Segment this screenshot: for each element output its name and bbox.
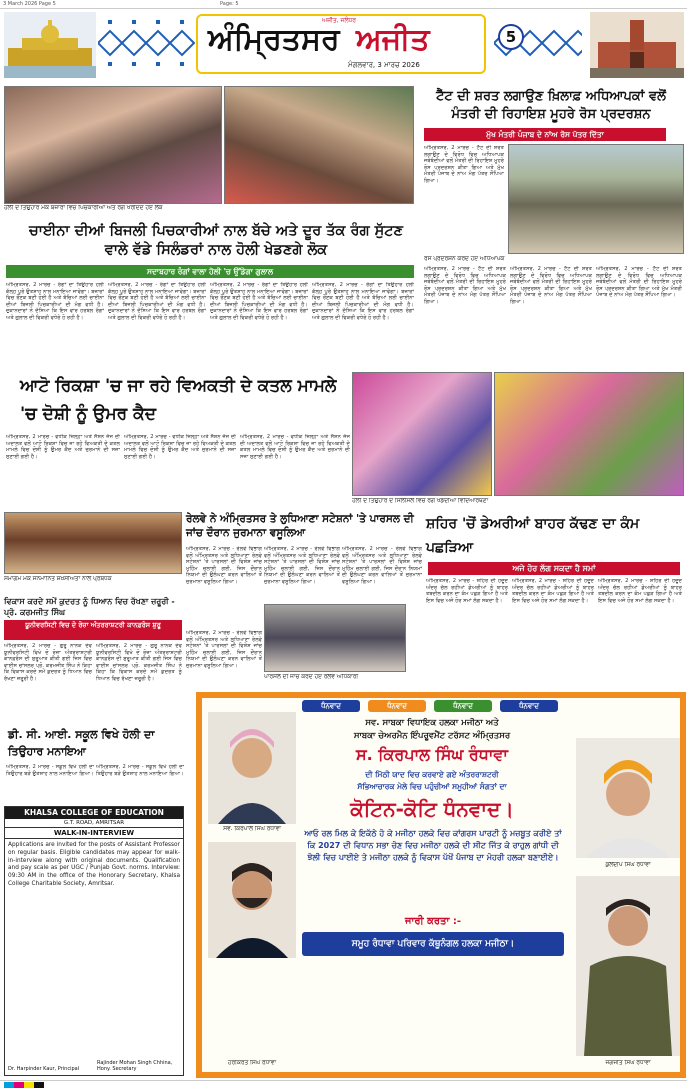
- railway-headline: ਰੇਲਵੇ ਨੇ ਅੰਮ੍ਰਿਤਸਰ ਤੇ ਲੁਧਿਆਣਾ ਸਟੇਸ਼ਨਾਂ 'ਤੇ ਪਾਰਸਲ ਦੀ ਜਾਂਚ ਦੌਰਾਨ ਜੁਰਮਾਨਾ ਵਸੂਲਿਆ: [186, 513, 414, 539]
- classified-title: KHALSA COLLEGE OF EDUCATION: [5, 807, 183, 819]
- murder-headline: ਆਟੋ ਰਿਕਸ਼ਾ 'ਚ ਜਾ ਰਹੇ ਵਿਅਕਤੀ ਦੇ ਕਤਲ ਮਾਮਲੇ 'ਚ ਦੋਸ਼ੀ ਨੂੰ ਉਮਰ ਕੈਦ: [20, 376, 337, 424]
- protest-caption: ਰੋਸ ਪ੍ਰਦਰਸ਼ਨ ਕਰਦੇ ਹੋਏ ਅਧਿਆਪਕ: [424, 256, 505, 262]
- vikas-headline: ਵਿਕਾਸ ਕਰਦੇ ਸਮੇਂ ਕੁਦਰਤ ਨੂੰ ਧਿਆਨ ਵਿਚ ਰੱਖਣਾ ਜ਼ਰੂਰੀ - ਪ੍ਰੋ. ਕਰਮਜੀਤ ਸਿੰਘ: [4, 597, 175, 617]
- classified-subtitle: G.T. ROAD, AMRITSAR: [63, 820, 125, 826]
- portrait-4-photo: [576, 876, 680, 1056]
- protest-body-col3: ਅੰਮ੍ਰਿਤਸਰ, 2 ਮਾਰਚ - ਟੈੱਟ ਦੀ ਸ਼ਰਤ ਲਗਾਉਣ ਦੇ ਵਿਰੋਧ ਵਿਚ ਅਧਿਆਪਕ ਜਥੇਬੰਦੀਆਂ ਵਲੋਂ ਮੰਤਰੀ ਦੀ ਰਿਹਾਇਸ਼ ਮੂਹਰੇ ਰੋਸ ਪ੍ਰਦਰਸ਼ਨ ਕੀਤਾ ਗਿਆ ਅਤੇ ਮੁੱਖ ਮੰਤਰੀ ਪੰਜਾਬ ਦੇ ਨਾਂਅ ਮੰਗ ਪੱਤਰ ਸੌਂਪਿਆ ਗਿਆ।: [596, 266, 682, 299]
- protest-body-col1: ਅੰਮ੍ਰਿਤਸਰ, 2 ਮਾਰਚ - ਟੈੱਟ ਦੀ ਸ਼ਰਤ ਲਗਾਉਣ ਦੇ ਵਿਰੋਧ ਵਿਚ ਅਧਿਆਪਕ ਜਥੇਬੰਦੀਆਂ ਵਲੋਂ ਮੰਤਰੀ ਦੀ ਰਿਹਾਇਸ਼ ਮੂਹਰੇ ਰੋਸ ਪ੍ਰਦਰਸ਼ਨ ਕੀਤਾ ਗਿਆ ਅਤੇ ਮੁੱਖ ਮੰਤਰੀ ਪੰਜਾਬ ਦੇ ਨਾਂਅ ਮੰਗ ਪੱਤਰ ਸੌਂਪਿਆ ਗਿਆ।: [424, 266, 506, 305]
- portrait-3-name: ਕੁਲਦੀਪ ਸਿੰਘ ਰੰਧਾਵਾ: [605, 862, 651, 868]
- ad-line4: ਸੱਭਿਆਚਾਰਕ ਮੇਲੇ ਵਿਚ ਪਹੁੰਚੀਆਂ ਸਮੂਹੀਆਂ ਸੰਗਤਾਂ ਦਾ: [357, 782, 507, 791]
- page-number-badge: [498, 24, 524, 50]
- school-headline: ਡੀ. ਸੀ. ਆਈ. ਸਕੂਲ ਵਿਖੇ ਹੋਲੀ ਦਾ ਤਿਉਹਾਰ ਮਨਾਇਆ: [8, 728, 155, 758]
- holi-body-col2: ਅੰਮ੍ਰਿਤਸਰ, 2 ਮਾਰਚ - ਰੰਗਾਂ ਦਾ ਤਿਉਹਾਰ ਹੋਲੀ ਕੱਲ੍ਹ ਪੂਰੇ ਉਤਸ਼ਾਹ ਨਾਲ ਮਨਾਇਆ ਜਾਵੇਗਾ। ਬਜ਼ਾਰਾਂ ਵਿਚ ਰੌਣਕ ਬਣੀ ਹੋਈ ਹੈ ਅਤੇ ਬੱਚਿਆਂ ਲਈ ਚਾਈਨਾ ਦੀਆਂ ਬਿਜਲੀ ਪਿਚਕਾਰੀਆਂ ਦੀ ਮੰਗ ਵਧੀ ਹੈ। ਦੁਕਾਨਦਾਰਾਂ ਨੇ ਦੱਸਿਆ ਕਿ ਇਸ ਵਾਰ ਹਰਬਲ ਰੰਗਾਂ ਅਤੇ ਗੁਲਾਲ ਦੀ ਵਿਕਰੀ ਵਧੇਰੇ ਹੋ ਰਹੀ ਹੈ।: [108, 282, 206, 321]
- ad-tab-1: ਧੰਨਵਾਦ: [302, 700, 360, 712]
- print-meta-right: Page: 5: [220, 1, 239, 7]
- railway-photo: [264, 604, 406, 672]
- classified-footer-right: Rajinder Mohan Singh Chhina, Hony. Secretary: [97, 1060, 173, 1072]
- protest-subhead-bar: [424, 128, 666, 141]
- murder-body-col2: ਅੰਮ੍ਰਿਤਸਰ, 2 ਮਾਰਚ - ਵਧੀਕ ਜ਼ਿਲ੍ਹਾ ਅਤੇ ਸੈਸ਼ਨ ਜੱਜ ਦੀ ਅਦਾਲਤ ਵਲੋਂ ਆਟੋ ਰਿਕਸ਼ਾ ਵਿਚ ਜਾ ਰਹੇ ਵਿਅਕਤੀ ਦੇ ਕਤਲ ਮਾਮਲੇ ਵਿਚ ਦੋਸ਼ੀ ਨੂੰ ਉਮਰ ਕੈਦ ਅਤੇ ਜੁਰਮਾਨੇ ਦੀ ਸਜ਼ਾ ਸੁਣਾਈ ਗਈ ਹੈ।: [124, 434, 236, 460]
- ad-issuer-bar: [302, 932, 564, 956]
- school-body-col2: ਅੰਮ੍ਰਿਤਸਰ, 2 ਮਾਰਚ - ਸਕੂਲ ਵਿਖੇ ਹੋਲੀ ਦਾ ਤਿਉਹਾਰ ਬੜੇ ਉਤਸ਼ਾਹ ਨਾਲ ਮਨਾਇਆ ਗਿਆ।: [96, 764, 184, 777]
- dairy-subhead-bar: [428, 562, 680, 575]
- holi-students-caption: ਹੋਲੀ ਦੇ ਤਿਉਹਾਰ ਦੇ ਸਿਲਸਿਲੇ ਵਿਚ ਰੰਗ ਖੇਡਦੀਆਂ ਵਿਦਿਆਰਥਣਾਂ: [352, 498, 489, 504]
- ad-tab-4: ਧੰਨਵਾਦ: [500, 700, 558, 712]
- conference-caption: ਸਮਾਗਮ ਮੌਕੇ ਸਨਮਾਨਿਤ ਸ਼ਖ਼ਸੀਅਤਾਂ ਨਾਲ ਪ੍ਰਬੰਧਕ: [4, 576, 112, 582]
- cmyk-swatches: [4, 1082, 44, 1088]
- ad-message: ਆਓ ਰਲ ਮਿਲ ਕੇ ਇਕੱਠੇ ਹੋ ਕੇ ਮਜੀਠਾ ਹਲਕੇ ਵਿਚ ਕਾਂਗਰਸ ਪਾਰਟੀ ਨੂੰ ਮਜ਼ਬੂਤ ਕਰੀਏ ਤਾਂ ਕਿ 2027 ਦੀ ਵਿਧਾਨ ਸਭਾ ਚੋਣ ਵਿਚ ਮਜੀਠਾ ਹਲਕੇ ਦੀ ਸੀਟ ਜਿੱਤ ਕੇ ਰਾਹੁਲ ਗਾਂਧੀ ਦੀ ਝੋਲੀ ਵਿਚ ਪਾਈਏ ਤੇ ਮਜੀਠਾ ਹਲਕੇ ਨੂੰ ਵਿਕਾਸ ਪੱਖੋਂ ਪੰਜਾਬ ਦਾ ਮੋਹਰੀ ਹਲਕਾ ਬਣਾਈਏ।: [304, 829, 562, 862]
- dairy-body-col3: ਅੰਮ੍ਰਿਤਸਰ, 2 ਮਾਰਚ - ਸ਼ਹਿਰ ਦੀ ਹਦੂਦ ਅੰਦਰ ਚੱਲ ਰਹੀਆਂ ਡੇਅਰੀਆਂ ਨੂੰ ਬਾਹਰ ਤਬਦੀਲ ਕਰਨ ਦਾ ਕੰਮ ਪਛੜ ਗਿਆ ਹੈ ਅਤੇ ਇਸ ਵਿਚ ਅਜੇ ਹੋਰ ਸਮਾਂ ਲੱਗ ਸਕਦਾ ਹੈ।: [598, 578, 682, 604]
- ad-issuer-label: ਜਾਰੀ ਕਰਤਾ :-: [405, 916, 461, 927]
- ad-thanks: ਕੋਟਿਨ-ਕੋਟਿ ਧੰਨਵਾਦ।: [350, 797, 514, 821]
- thanks-ad: [196, 692, 686, 1078]
- vikas-body-col1: ਅੰਮ੍ਰਿਤਸਰ, 2 ਮਾਰਚ - ਗੁਰੂ ਨਾਨਕ ਦੇਵ ਯੂਨੀਵਰਸਿਟੀ ਵਿਖੇ ਦੋ ਰੋਜ਼ਾ ਅੰਤਰਰਾਸ਼ਟਰੀ ਕਾਨਫ਼ਰੰਸ ਦੀ ਸ਼ੁਰੂਆਤ ਕੀਤੀ ਗਈ ਜਿਸ ਵਿਚ ਵਾਈਸ ਚਾਂਸਲਰ ਪ੍ਰੋ. ਕਰਮਜੀਤ ਸਿੰਘ ਨੇ ਕਿਹਾ ਕਿ ਵਿਕਾਸ ਕਰਦੇ ਸਮੇਂ ਕੁਦਰਤ ਨੂੰ ਧਿਆਨ ਵਿਚ ਰੱਖਣਾ ਜ਼ਰੂਰੀ ਹੈ।: [4, 643, 92, 682]
- protest-body-col2: ਅੰਮ੍ਰਿਤਸਰ, 2 ਮਾਰਚ - ਟੈੱਟ ਦੀ ਸ਼ਰਤ ਲਗਾਉਣ ਦੇ ਵਿਰੋਧ ਵਿਚ ਅਧਿਆਪਕ ਜਥੇਬੰਦੀਆਂ ਵਲੋਂ ਮੰਤਰੀ ਦੀ ਰਿਹਾਇਸ਼ ਮੂਹਰੇ ਰੋਸ ਪ੍ਰਦਰਸ਼ਨ ਕੀਤਾ ਗਿਆ ਅਤੇ ਮੁੱਖ ਮੰਤਰੀ ਪੰਜਾਬ ਦੇ ਨਾਂਅ ਮੰਗ ਪੱਤਰ ਸੌਂਪਿਆ ਗਿਆ।: [510, 266, 592, 305]
- golden-temple-illustration: [4, 12, 96, 78]
- railway-body-col4: ਅੰਮ੍ਰਿਤਸਰ, 2 ਮਾਰਚ - ਰੇਲਵੇ ਵਿਭਾਗ ਵਲੋਂ ਅੰਮ੍ਰਿਤਸਰ ਅਤੇ ਲੁਧਿਆਣਾ ਰੇਲਵੇ ਸਟੇਸ਼ਨਾਂ 'ਤੇ ਪਾਰਸਲਾਂ ਦੀ ਵਿਸ਼ੇਸ਼ ਜਾਂਚ ਮੁਹਿੰਮ ਚਲਾਈ ਗਈ, ਜਿਸ ਦੌਰਾਨ ਨਿਯਮਾਂ ਦੀ ਉਲੰਘਣਾ ਕਰਨ ਵਾਲਿਆਂ ਤੋਂ ਜੁਰਮਾਨਾ ਵਸੂਲਿਆ ਗਿਆ।: [186, 630, 262, 669]
- ad-line1: ਸਵ. ਸਾਬਕਾ ਵਿਧਾਇਕ ਹਲਕਾ ਮਜੀਠਾ ਅਤੇ: [365, 718, 499, 728]
- murder-body-col1: ਅੰਮ੍ਰਿਤਸਰ, 2 ਮਾਰਚ - ਵਧੀਕ ਜ਼ਿਲ੍ਹਾ ਅਤੇ ਸੈਸ਼ਨ ਜੱਜ ਦੀ ਅਦਾਲਤ ਵਲੋਂ ਆਟੋ ਰਿਕਸ਼ਾ ਵਿਚ ਜਾ ਰਹੇ ਵਿਅਕਤੀ ਦੇ ਕਤਲ ਮਾਮਲੇ ਵਿਚ ਦੋਸ਼ੀ ਨੂੰ ਉਮਰ ਕੈਦ ਅਤੇ ਜੁਰਮਾਨੇ ਦੀ ਸਜ਼ਾ ਸੁਣਾਈ ਗਈ ਹੈ।: [6, 434, 120, 460]
- masthead-title-right: ਅਜੀਤ: [356, 22, 430, 57]
- railway-body-col3: ਅੰਮ੍ਰਿਤਸਰ, 2 ਮਾਰਚ - ਰੇਲਵੇ ਵਿਭਾਗ ਵਲੋਂ ਅੰਮ੍ਰਿਤਸਰ ਅਤੇ ਲੁਧਿਆਣਾ ਰੇਲਵੇ ਸਟੇਸ਼ਨਾਂ 'ਤੇ ਪਾਰਸਲਾਂ ਦੀ ਵਿਸ਼ੇਸ਼ ਜਾਂਚ ਮੁਹਿੰਮ ਚਲਾਈ ਗਈ, ਜਿਸ ਦੌਰਾਨ ਨਿਯਮਾਂ ਦੀ ਉਲੰਘਣਾ ਕਰਨ ਵਾਲਿਆਂ ਤੋਂ ਜੁਰਮਾਨਾ ਵਸੂਲਿਆ ਗਿਆ।: [342, 546, 422, 585]
- holi-subhead: ਸਦਾਬਹਾਰ ਰੰਗਾਂ ਵਾਲਾ ਹੋਲੀ 'ਚ ਉੱਡੇਗਾ ਗੁਲਾਲ: [146, 267, 274, 276]
- masthead-date: ਮੰਗਲਵਾਰ, 3 ਮਾਰਚ 2026: [348, 61, 420, 69]
- holi-students-photo-2: [494, 372, 684, 496]
- dairy-body-col1: ਅੰਮ੍ਰਿਤਸਰ, 2 ਮਾਰਚ - ਸ਼ਹਿਰ ਦੀ ਹਦੂਦ ਅੰਦਰ ਚੱਲ ਰਹੀਆਂ ਡੇਅਰੀਆਂ ਨੂੰ ਬਾਹਰ ਤਬਦੀਲ ਕਰਨ ਦਾ ਕੰਮ ਪਛੜ ਗਿਆ ਹੈ ਅਤੇ ਇਸ ਵਿਚ ਅਜੇ ਹੋਰ ਸਮਾਂ ਲੱਗ ਸਕਦਾ ਹੈ।: [426, 578, 508, 604]
- ad-tab-2: ਧੰਨਵਾਦ: [368, 700, 426, 712]
- ad-issuer: ਸਮੂਹ ਰੰਧਾਵਾ ਪਰਿਵਾਰ ਕੱਥੂਨੰਗਲ ਹਲਕਾ ਮਜੀਠਾ।: [351, 939, 515, 949]
- ad-tab-3: ਧੰਨਵਾਦ: [434, 700, 492, 712]
- railway-body-col1: ਅੰਮ੍ਰਿਤਸਰ, 2 ਮਾਰਚ - ਰੇਲਵੇ ਵਿਭਾਗ ਵਲੋਂ ਅੰਮ੍ਰਿਤਸਰ ਅਤੇ ਲੁਧਿਆਣਾ ਰੇਲਵੇ ਸਟੇਸ਼ਨਾਂ 'ਤੇ ਪਾਰਸਲਾਂ ਦੀ ਵਿਸ਼ੇਸ਼ ਜਾਂਚ ਮੁਹਿੰਮ ਚਲਾਈ ਗਈ, ਜਿਸ ਦੌਰਾਨ ਨਿਯਮਾਂ ਦੀ ਉਲੰਘਣਾ ਕਰਨ ਵਾਲਿਆਂ ਤੋਂ ਜੁਰਮਾਨਾ ਵਸੂਲਿਆ ਗਿਆ।: [186, 546, 262, 585]
- classified-box: [4, 806, 184, 1076]
- dairy-body-col2: ਅੰਮ੍ਰਿਤਸਰ, 2 ਮਾਰਚ - ਸ਼ਹਿਰ ਦੀ ਹਦੂਦ ਅੰਦਰ ਚੱਲ ਰਹੀਆਂ ਡੇਅਰੀਆਂ ਨੂੰ ਬਾਹਰ ਤਬਦੀਲ ਕਰਨ ਦਾ ਕੰਮ ਪਛੜ ਗਿਆ ਹੈ ਅਤੇ ਇਸ ਵਿਚ ਅਜੇ ਹੋਰ ਸਮਾਂ ਲੱਗ ਸਕਦਾ ਹੈ।: [512, 578, 594, 604]
- print-meta-left: 3 March 2026 Page 5: [3, 1, 56, 7]
- portrait-1-name: ਸਵ. ਕਿਰਪਾਲ ਸਿੰਘ ਰੰਧਾਵਾ: [223, 826, 281, 832]
- ad-name: ਸ. ਕਿਰਪਾਲ ਸਿੰਘ ਰੰਧਾਵਾ: [355, 745, 509, 764]
- holi-body-col1: ਅੰਮ੍ਰਿਤਸਰ, 2 ਮਾਰਚ - ਰੰਗਾਂ ਦਾ ਤਿਉਹਾਰ ਹੋਲੀ ਕੱਲ੍ਹ ਪੂਰੇ ਉਤਸ਼ਾਹ ਨਾਲ ਮਨਾਇਆ ਜਾਵੇਗਾ। ਬਜ਼ਾਰਾਂ ਵਿਚ ਰੌਣਕ ਬਣੀ ਹੋਈ ਹੈ ਅਤੇ ਬੱਚਿਆਂ ਲਈ ਚਾਈਨਾ ਦੀਆਂ ਬਿਜਲੀ ਪਿਚਕਾਰੀਆਂ ਦੀ ਮੰਗ ਵਧੀ ਹੈ। ਦੁਕਾਨਦਾਰਾਂ ਨੇ ਦੱਸਿਆ ਕਿ ਇਸ ਵਾਰ ਹਰਬਲ ਰੰਗਾਂ ਅਤੇ ਗੁਲਾਲ ਦੀ ਵਿਕਰੀ ਵਧੇਰੇ ਹੋ ਰਹੀ ਹੈ।: [6, 282, 104, 321]
- hall-gate-illustration: [590, 12, 684, 78]
- dairy-subhead: ਅਜੇ ਹੋਰ ਲੱਗ ਸਕਦਾ ਹੈ ਸਮਾਂ: [512, 564, 596, 573]
- ad-line3: ਦੀ ਮਿੱਠੀ ਯਾਦ ਵਿਚ ਕਰਵਾਏ ਗਏ ਅੰਤਰਰਾਸ਼ਟਰੀ: [365, 770, 499, 779]
- classified-footer-left: Dr. Harpinder Kaur, Principal: [8, 1066, 80, 1072]
- classified-walkin: WALK-IN-INTERVIEW: [5, 827, 183, 839]
- masthead-small-label: ਅਜੀਤ, ਜਲੰਧਰ: [322, 17, 357, 24]
- market-photo-2: [224, 86, 414, 204]
- print-registration-strip: [0, 1080, 687, 1089]
- school-body-col1: ਅੰਮ੍ਰਿਤਸਰ, 2 ਮਾਰਚ - ਸਕੂਲ ਵਿਖੇ ਹੋਲੀ ਦਾ ਤਿਉਹਾਰ ਬੜੇ ਉਤਸ਼ਾਹ ਨਾਲ ਮਨਾਇਆ ਗਿਆ।: [6, 764, 94, 777]
- dairy-headline: ਸ਼ਹਿਰ 'ਚੋਂ ਡੇਅਰੀਆਂ ਬਾਹਰ ਕੱਢਣ ਦਾ ਕੰਮ ਪਛੜਿਆ: [426, 516, 640, 556]
- masthead-title-box: [196, 14, 486, 74]
- page-number: 5: [505, 28, 517, 46]
- holi-body-col4: ਅੰਮ੍ਰਿਤਸਰ, 2 ਮਾਰਚ - ਰੰਗਾਂ ਦਾ ਤਿਉਹਾਰ ਹੋਲੀ ਕੱਲ੍ਹ ਪੂਰੇ ਉਤਸ਼ਾਹ ਨਾਲ ਮਨਾਇਆ ਜਾਵੇਗਾ। ਬਜ਼ਾਰਾਂ ਵਿਚ ਰੌਣਕ ਬਣੀ ਹੋਈ ਹੈ ਅਤੇ ਬੱਚਿਆਂ ਲਈ ਚਾਈਨਾ ਦੀਆਂ ਬਿਜਲੀ ਪਿਚਕਾਰੀਆਂ ਦੀ ਮੰਗ ਵਧੀ ਹੈ। ਦੁਕਾਨਦਾਰਾਂ ਨੇ ਦੱਸਿਆ ਕਿ ਇਸ ਵਾਰ ਹਰਬਲ ਰੰਗਾਂ ਅਤੇ ਗੁਲਾਲ ਦੀ ਵਿਕਰੀ ਵਧੇਰੇ ਹੋ ਰਹੀ ਹੈ।: [312, 282, 414, 321]
- holi-body-col3: ਅੰਮ੍ਰਿਤਸਰ, 2 ਮਾਰਚ - ਰੰਗਾਂ ਦਾ ਤਿਉਹਾਰ ਹੋਲੀ ਕੱਲ੍ਹ ਪੂਰੇ ਉਤਸ਼ਾਹ ਨਾਲ ਮਨਾਇਆ ਜਾਵੇਗਾ। ਬਜ਼ਾਰਾਂ ਵਿਚ ਰੌਣਕ ਬਣੀ ਹੋਈ ਹੈ ਅਤੇ ਬੱਚਿਆਂ ਲਈ ਚਾਈਨਾ ਦੀਆਂ ਬਿਜਲੀ ਪਿਚਕਾਰੀਆਂ ਦੀ ਮੰਗ ਵਧੀ ਹੈ। ਦੁਕਾਨਦਾਰਾਂ ਨੇ ਦੱਸਿਆ ਕਿ ਇਸ ਵਾਰ ਹਰਬਲ ਰੰਗਾਂ ਅਤੇ ਗੁਲਾਲ ਦੀ ਵਿਕਰੀ ਵਧੇਰੇ ਹੋ ਰਹੀ ਹੈ।: [210, 282, 308, 321]
- protest-body-top: ਅੰਮ੍ਰਿਤਸਰ, 2 ਮਾਰਚ - ਟੈੱਟ ਦੀ ਸ਼ਰਤ ਲਗਾਉਣ ਦੇ ਵਿਰੋਧ ਵਿਚ ਅਧਿਆਪਕ ਜਥੇਬੰਦੀਆਂ ਵਲੋਂ ਮੰਤਰੀ ਦੀ ਰਿਹਾਇਸ਼ ਮੂਹਰੇ ਰੋਸ ਪ੍ਰਦਰਸ਼ਨ ਕੀਤਾ ਗਿਆ ਅਤੇ ਮੁੱਖ ਮੰਤਰੀ ਪੰਜਾਬ ਦੇ ਨਾਂਅ ਮੰਗ ਪੱਤਰ ਸੌਂਪਿਆ ਗਿਆ।: [424, 145, 504, 184]
- protest-headline: ਟੈੱਟ ਦੀ ਸ਼ਰਤ ਲਗਾਉਣ ਖ਼ਿਲਾਫ਼ ਅਧਿਆਪਕਾਂ ਵਲੋਂ ਮੰਤਰੀ ਦੀ ਰਿਹਾਇਸ਼ ਮੂਹਰੇ ਰੋਸ ਪ੍ਰਦਰਸ਼ਨ: [436, 89, 666, 122]
- portrait-2-name: ਹਰਕਿਰਤ ਸਿੰਘ ਰੰਧਾਵਾ: [227, 1060, 277, 1066]
- print-meta-strip: [0, 0, 687, 9]
- conference-photo: [4, 512, 182, 574]
- masthead-title-left: ਅੰਮ੍ਰਿਤਸਰ: [208, 22, 340, 57]
- pattern-band-left: [98, 18, 198, 68]
- vikas-subhead-bar: [4, 620, 182, 640]
- portrait-1-photo: [208, 712, 296, 824]
- murder-body-col3: ਅੰਮ੍ਰਿਤਸਰ, 2 ਮਾਰਚ - ਵਧੀਕ ਜ਼ਿਲ੍ਹਾ ਅਤੇ ਸੈਸ਼ਨ ਜੱਜ ਦੀ ਅਦਾਲਤ ਵਲੋਂ ਆਟੋ ਰਿਕਸ਼ਾ ਵਿਚ ਜਾ ਰਹੇ ਵਿਅਕਤੀ ਦੇ ਕਤਲ ਮਾਮਲੇ ਵਿਚ ਦੋਸ਼ੀ ਨੂੰ ਉਮਰ ਕੈਦ ਅਤੇ ਜੁਰਮਾਨੇ ਦੀ ਸਜ਼ਾ ਸੁਣਾਈ ਗਈ ਹੈ।: [240, 434, 350, 460]
- protest-photo: [508, 144, 684, 254]
- classified-body: Applications are invited for the posts of Assistant Professor on regular basis. Eligible candidates may appear for walk-in-interview along with original documents. Qualification and pay scale as per UGC / Punjab Govt. norms. Interview: 09:30 AM in the office of the Honorary Secretary, Khalsa College Charitable Society, Amritsar.: [8, 842, 180, 887]
- portrait-4-name: ਜਗਜੀਤ ਸਿੰਘ ਰੰਧਾਵਾ: [605, 1060, 651, 1066]
- holi-headline: ਚਾਈਨਾ ਦੀਆਂ ਬਿਜਲੀ ਪਿਚਕਾਰੀਆਂ ਨਾਲ ਬੱਚੇ ਅਤੇ ਦੂਰ ਤੱਕ ਰੰਗ ਸੁੱਟਣ ਵਾਲੇ ਵੱਡੇ ਸਿਲੰਡਰਾਂ ਨਾਲ ਹੋਲੀ ਖੇਡਣਗੇ ਲੋਕ: [28, 223, 404, 258]
- vikas-body-col2: ਅੰਮ੍ਰਿਤਸਰ, 2 ਮਾਰਚ - ਗੁਰੂ ਨਾਨਕ ਦੇਵ ਯੂਨੀਵਰਸਿਟੀ ਵਿਖੇ ਦੋ ਰੋਜ਼ਾ ਅੰਤਰਰਾਸ਼ਟਰੀ ਕਾਨਫ਼ਰੰਸ ਦੀ ਸ਼ੁਰੂਆਤ ਕੀਤੀ ਗਈ ਜਿਸ ਵਿਚ ਵਾਈਸ ਚਾਂਸਲਰ ਪ੍ਰੋ. ਕਰਮਜੀਤ ਸਿੰਘ ਨੇ ਕਿਹਾ ਕਿ ਵਿਕਾਸ ਕਰਦੇ ਸਮੇਂ ਕੁਦਰਤ ਨੂੰ ਧਿਆਨ ਵਿਚ ਰੱਖਣਾ ਜ਼ਰੂਰੀ ਹੈ।: [96, 643, 182, 682]
- portrait-3-photo: [576, 738, 680, 858]
- railway-body-col2: ਅੰਮ੍ਰਿਤਸਰ, 2 ਮਾਰਚ - ਰੇਲਵੇ ਵਿਭਾਗ ਵਲੋਂ ਅੰਮ੍ਰਿਤਸਰ ਅਤੇ ਲੁਧਿਆਣਾ ਰੇਲਵੇ ਸਟੇਸ਼ਨਾਂ 'ਤੇ ਪਾਰਸਲਾਂ ਦੀ ਵਿਸ਼ੇਸ਼ ਜਾਂਚ ਮੁਹਿੰਮ ਚਲਾਈ ਗਈ, ਜਿਸ ਦੌਰਾਨ ਨਿਯਮਾਂ ਦੀ ਉਲੰਘਣਾ ਕਰਨ ਵਾਲਿਆਂ ਤੋਂ ਜੁਰਮਾਨਾ ਵਸੂਲਿਆ ਗਿਆ।: [264, 546, 340, 585]
- masthead: [0, 10, 687, 84]
- protest-subhead: ਮੁੱਖ ਮੰਤਰੀ ਪੰਜਾਬ ਦੇ ਨਾਂਅ ਰੋਸ ਪੱਤਰ ਦਿੱਤਾ: [486, 130, 604, 139]
- holi-students-photo-1: [352, 372, 492, 496]
- market-photo-1: [4, 86, 222, 204]
- railway-caption: ਪਾਰਸਲ ਦੀ ਜਾਂਚ ਕਰਦੇ ਹੋਏ ਰੇਲਵੇ ਅਧਿਕਾਰੀ: [264, 674, 359, 680]
- vikas-subhead: ਯੂਨੀਵਰਸਿਟੀ ਵਿਚ ਦੋ ਰੋਜ਼ਾ ਅੰਤਰਰਾਸ਼ਟਰੀ ਕਾਨਫ਼ਰੰਸ ਸ਼ੁਰੂ: [25, 621, 161, 629]
- ad-line2: ਸਾਬਕਾ ਚੇਅਰਮੈਨ ਇੰਪਰੂਵਮੈਂਟ ਟਰੱਸਟ ਅੰਮ੍ਰਿਤਸਰ: [353, 731, 511, 741]
- holi-photo-caption: ਹੋਲੀ ਦੇ ਤਿਉਹਾਰ ਮੌਕੇ ਬਜ਼ਾਰਾਂ ਵਿਚ ਪਿਚਕਾਰੀਆਂ ਅਤੇ ਰੰਗ ਖਰੀਦਦੇ ਹੋਏ ਲੋਕ: [4, 205, 163, 211]
- holi-subhead-bar: [6, 265, 414, 278]
- portrait-2-photo: [208, 842, 296, 958]
